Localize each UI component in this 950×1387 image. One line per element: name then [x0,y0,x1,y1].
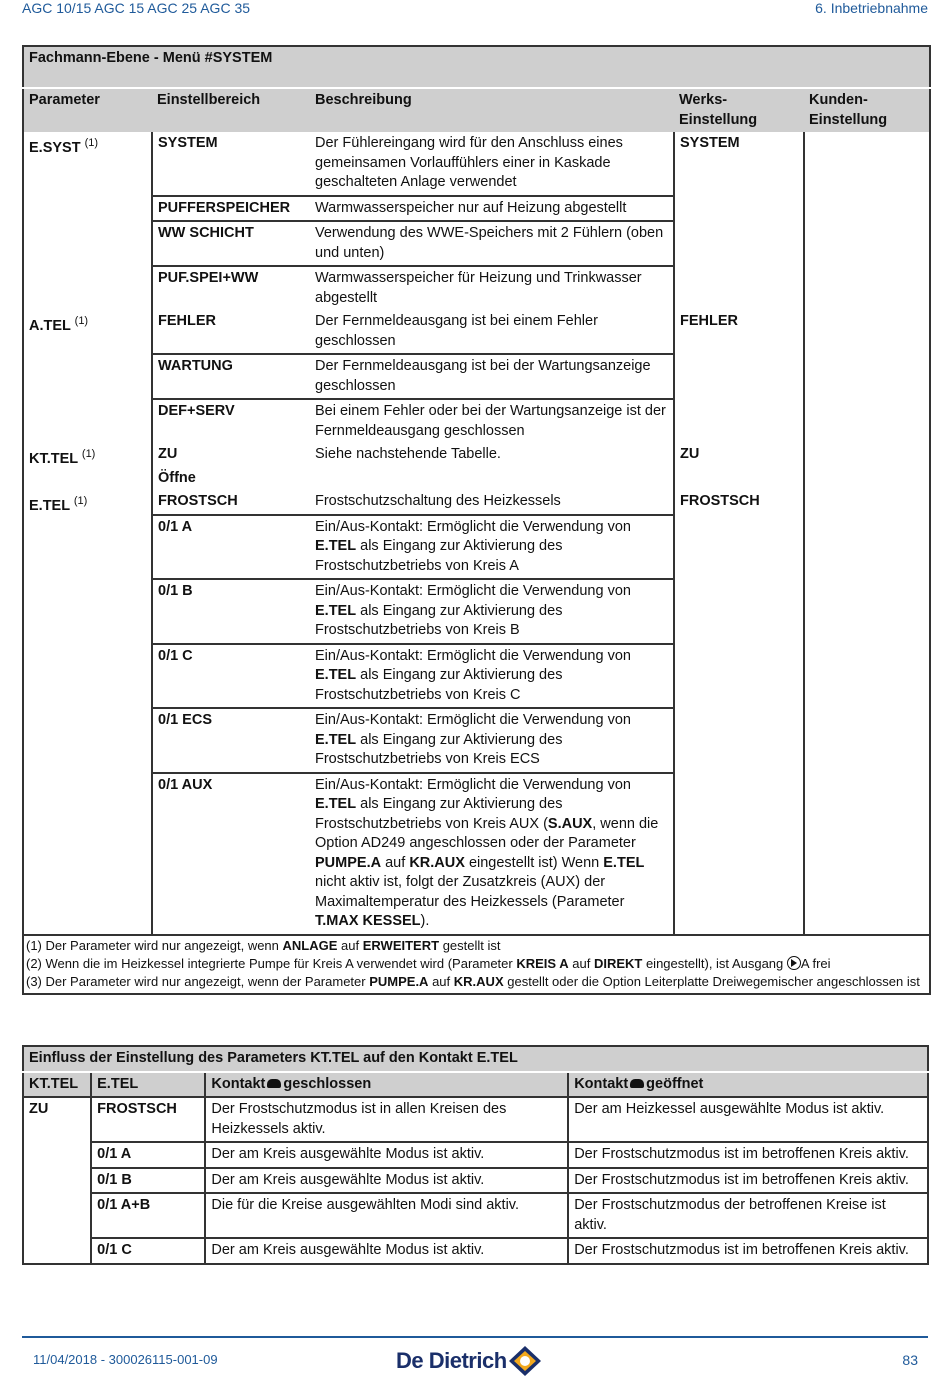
range-cell: FROSTSCH [152,490,310,515]
table2-title: Einfluss der Einstellung des Parameters KT.TEL auf den Kontakt E.TEL [23,1046,928,1072]
page-number: 83 [902,1352,918,1368]
range-cell: Öffne [152,467,310,491]
customer-setting [804,490,930,935]
desc-cell: Ein/Aus-Kontakt: Ermöglicht die Verwendung von E.TEL als Eingang zur Aktivierung des Frostschutzbetriebs von Kreis ECS [310,708,674,773]
desc-cell: Verwendung des WWE-Speichers mit 2 Fühlern (oben und unten) [310,221,674,266]
open-cell: Der Frostschutzmodus der betroffenen Kreise ist aktiv. [568,1193,928,1238]
kttel-cell [23,1238,91,1264]
col-header-description: Beschreibung [310,88,674,132]
output-icon [787,956,801,970]
param-etel: E.TEL $^{(1)}$ [29,495,88,514]
range-cell: PUF.SPEI+WW [152,266,310,310]
desc-cell: Der Fernmeldeausgang ist bei der Wartungsanzeige geschlossen [310,354,674,399]
phone-icon [630,1079,644,1088]
open-cell: Der Frostschutzmodus ist im betroffenen Kreis aktiv. [568,1168,928,1194]
range-cell: ZU [152,443,310,467]
diamond-logo-icon [507,1344,543,1378]
closed-cell: Der am Kreis ausgewählte Modus ist aktiv. [205,1238,568,1264]
factory-setting: ZU [674,443,804,490]
header-product: AGC 10/15 AGC 15 AGC 25 AGC 35 [22,0,251,16]
footnote-1: (1) Der Parameter wird nur angezeigt, wenn ANLAGE auf ERWEITERT gestellt ist [26,937,501,953]
system-menu-table [22,45,931,995]
range-cell: 0/1 A [152,515,310,580]
range-cell: 0/1 ECS [152,708,310,773]
kttel-influence-table [22,1045,929,1265]
footnotes [23,935,930,994]
range-cell: WW SCHICHT [152,221,310,266]
range-cell: 0/1 B [152,579,310,644]
open-cell: Der Frostschutzmodus ist im betroffenen Kreis aktiv. [574,1242,909,1258]
customer-setting [804,443,930,490]
kttel-cell: ZU [23,1097,91,1142]
etel-cell: 0/1 A+B [91,1193,205,1238]
col-header-parameter: Parameter [23,88,152,132]
desc-cell: Bei einem Fehler oder bei der Wartungsanzeige ist der Fernmeldeausgang geschlossen [310,399,674,443]
factory-setting: FEHLER [674,310,804,443]
col-header-customer: Kunden- Einstellung [804,88,930,132]
desc-cell: Ein/Aus-Kontakt: Ermöglicht die Verwendung von E.TEL als Eingang zur Aktivierung des Frostschutzbetriebs von Kreis A [310,515,674,580]
kttel-cell [23,1142,91,1168]
desc-cell: Der Fühlereingang wird für den Anschluss eines gemeinsamen Vorlauffühlers einer in Kaskade geschalteten Anlage verwendet [310,132,674,196]
range-cell: DEF+SERV [152,399,310,443]
param-kttel: KT.TEL $^{(1)}$ [29,448,96,467]
desc-cell: Ein/Aus-Kontakt: Ermöglicht die Verwendung von E.TEL als Eingang zur Aktivierung des Frostschutzbetriebs von Kreis AUX (S.AUX, wenn die Option AD249 angeschlossen oder der Parameter PUMPE.A auf KR.AUX eingestellt ist) Wenn E.TEL nicht aktiv ist, folgt der Zusatzkreis (AUX) der Maximaltemperatur des Heizkessels (Parameter T.MAX KESSEL). [310,773,674,935]
footer-divider [22,1336,928,1338]
range-cell: FEHLER [152,310,310,354]
footnote-3: (3) Der Parameter wird nur angezeigt, wenn der Parameter PUMPE.A auf KR.AUX gestellt oder die Option Leiterplatte Dreiwegemischer angeschlossen ist [26,973,920,989]
footnote-2: (2) Wenn die im Heizkessel integrierte Pumpe für Kreis A verwendet wird (Parameter KREIS A auf DIREKT eingestellt), ist Ausgang A frei [26,955,831,971]
footer-doc-id: 11/04/2018 - 300026115-001-09 [33,1352,218,1367]
open-cell: Der am Heizkessel ausgewählte Modus ist aktiv. [568,1097,928,1142]
closed-cell: Der am Kreis ausgewählte Modus ist aktiv. [205,1142,568,1168]
etel-cell: 0/1 C [91,1238,205,1264]
desc-cell: Ein/Aus-Kontakt: Ermöglicht die Verwendung von E.TEL als Eingang zur Aktivierung des Frostschutzbetriebs von Kreis C [310,644,674,709]
range-cell: 0/1 AUX [152,773,310,935]
param-atel: A.TEL $^{(1)}$ [29,315,89,334]
etel-cell: 0/1 B [91,1168,205,1194]
col-header-factory: Werks- Einstellung [674,88,804,132]
closed-cell: Der am Kreis ausgewählte Modus ist aktiv. [205,1168,568,1194]
range-cell: SYSTEM [152,132,310,196]
closed-cell: Die für die Kreise ausgewählten Modi sind aktiv. [205,1193,568,1238]
factory-setting: SYSTEM [674,132,804,310]
col-header-kttel: KT.TEL [23,1072,91,1098]
col-header-range: Einstellbereich [152,88,310,132]
range-cell: PUFFERSPEICHER [152,196,310,222]
customer-setting [804,132,930,310]
customer-setting [804,310,930,443]
open-cell: Der Frostschutzmodus ist im betroffenen Kreis aktiv. [568,1142,928,1168]
table-title: Fachmann-Ebene - Menü #SYSTEM [23,46,930,88]
header-section: 6. Inbetriebnahme [815,0,928,16]
phone-icon [267,1079,281,1088]
closed-cell: Der Frostschutzmodus ist in allen Kreisen des Heizkessels aktiv. [205,1097,568,1142]
desc-cell: Warmwasserspeicher für Heizung und Trinkwasser abgestellt [310,266,674,310]
page-header [22,0,928,22]
col-header-etel: E.TEL [91,1072,205,1098]
desc-cell: Ein/Aus-Kontakt: Ermöglicht die Verwendung von E.TEL als Eingang zur Aktivierung des Frostschutzbetriebs von Kreis B [310,579,674,644]
etel-cell: FROSTSCH [91,1097,205,1142]
range-cell: WARTUNG [152,354,310,399]
desc-cell: Warmwasserspeicher nur auf Heizung abgestellt [310,196,674,222]
desc-cell: Frostschutzschaltung des Heizkessels [310,490,674,515]
desc-cell: Siehe nachstehende Tabelle. [310,443,674,490]
etel-cell: 0/1 A [91,1142,205,1168]
col-header-closed: Kontakt geschlossen [205,1072,568,1098]
range-cell: 0/1 C [152,644,310,709]
factory-setting: FROSTSCH [674,490,804,935]
kttel-cell [23,1193,91,1238]
brand-logo: De Dietrich [396,1344,543,1378]
desc-cell: Der Fernmeldeausgang ist bei einem Fehler geschlossen [310,310,674,354]
col-header-open: Kontakt geöffnet [568,1072,928,1098]
kttel-cell [23,1168,91,1194]
param-esyst: E.SYST $^{(1)}$ [29,137,99,156]
